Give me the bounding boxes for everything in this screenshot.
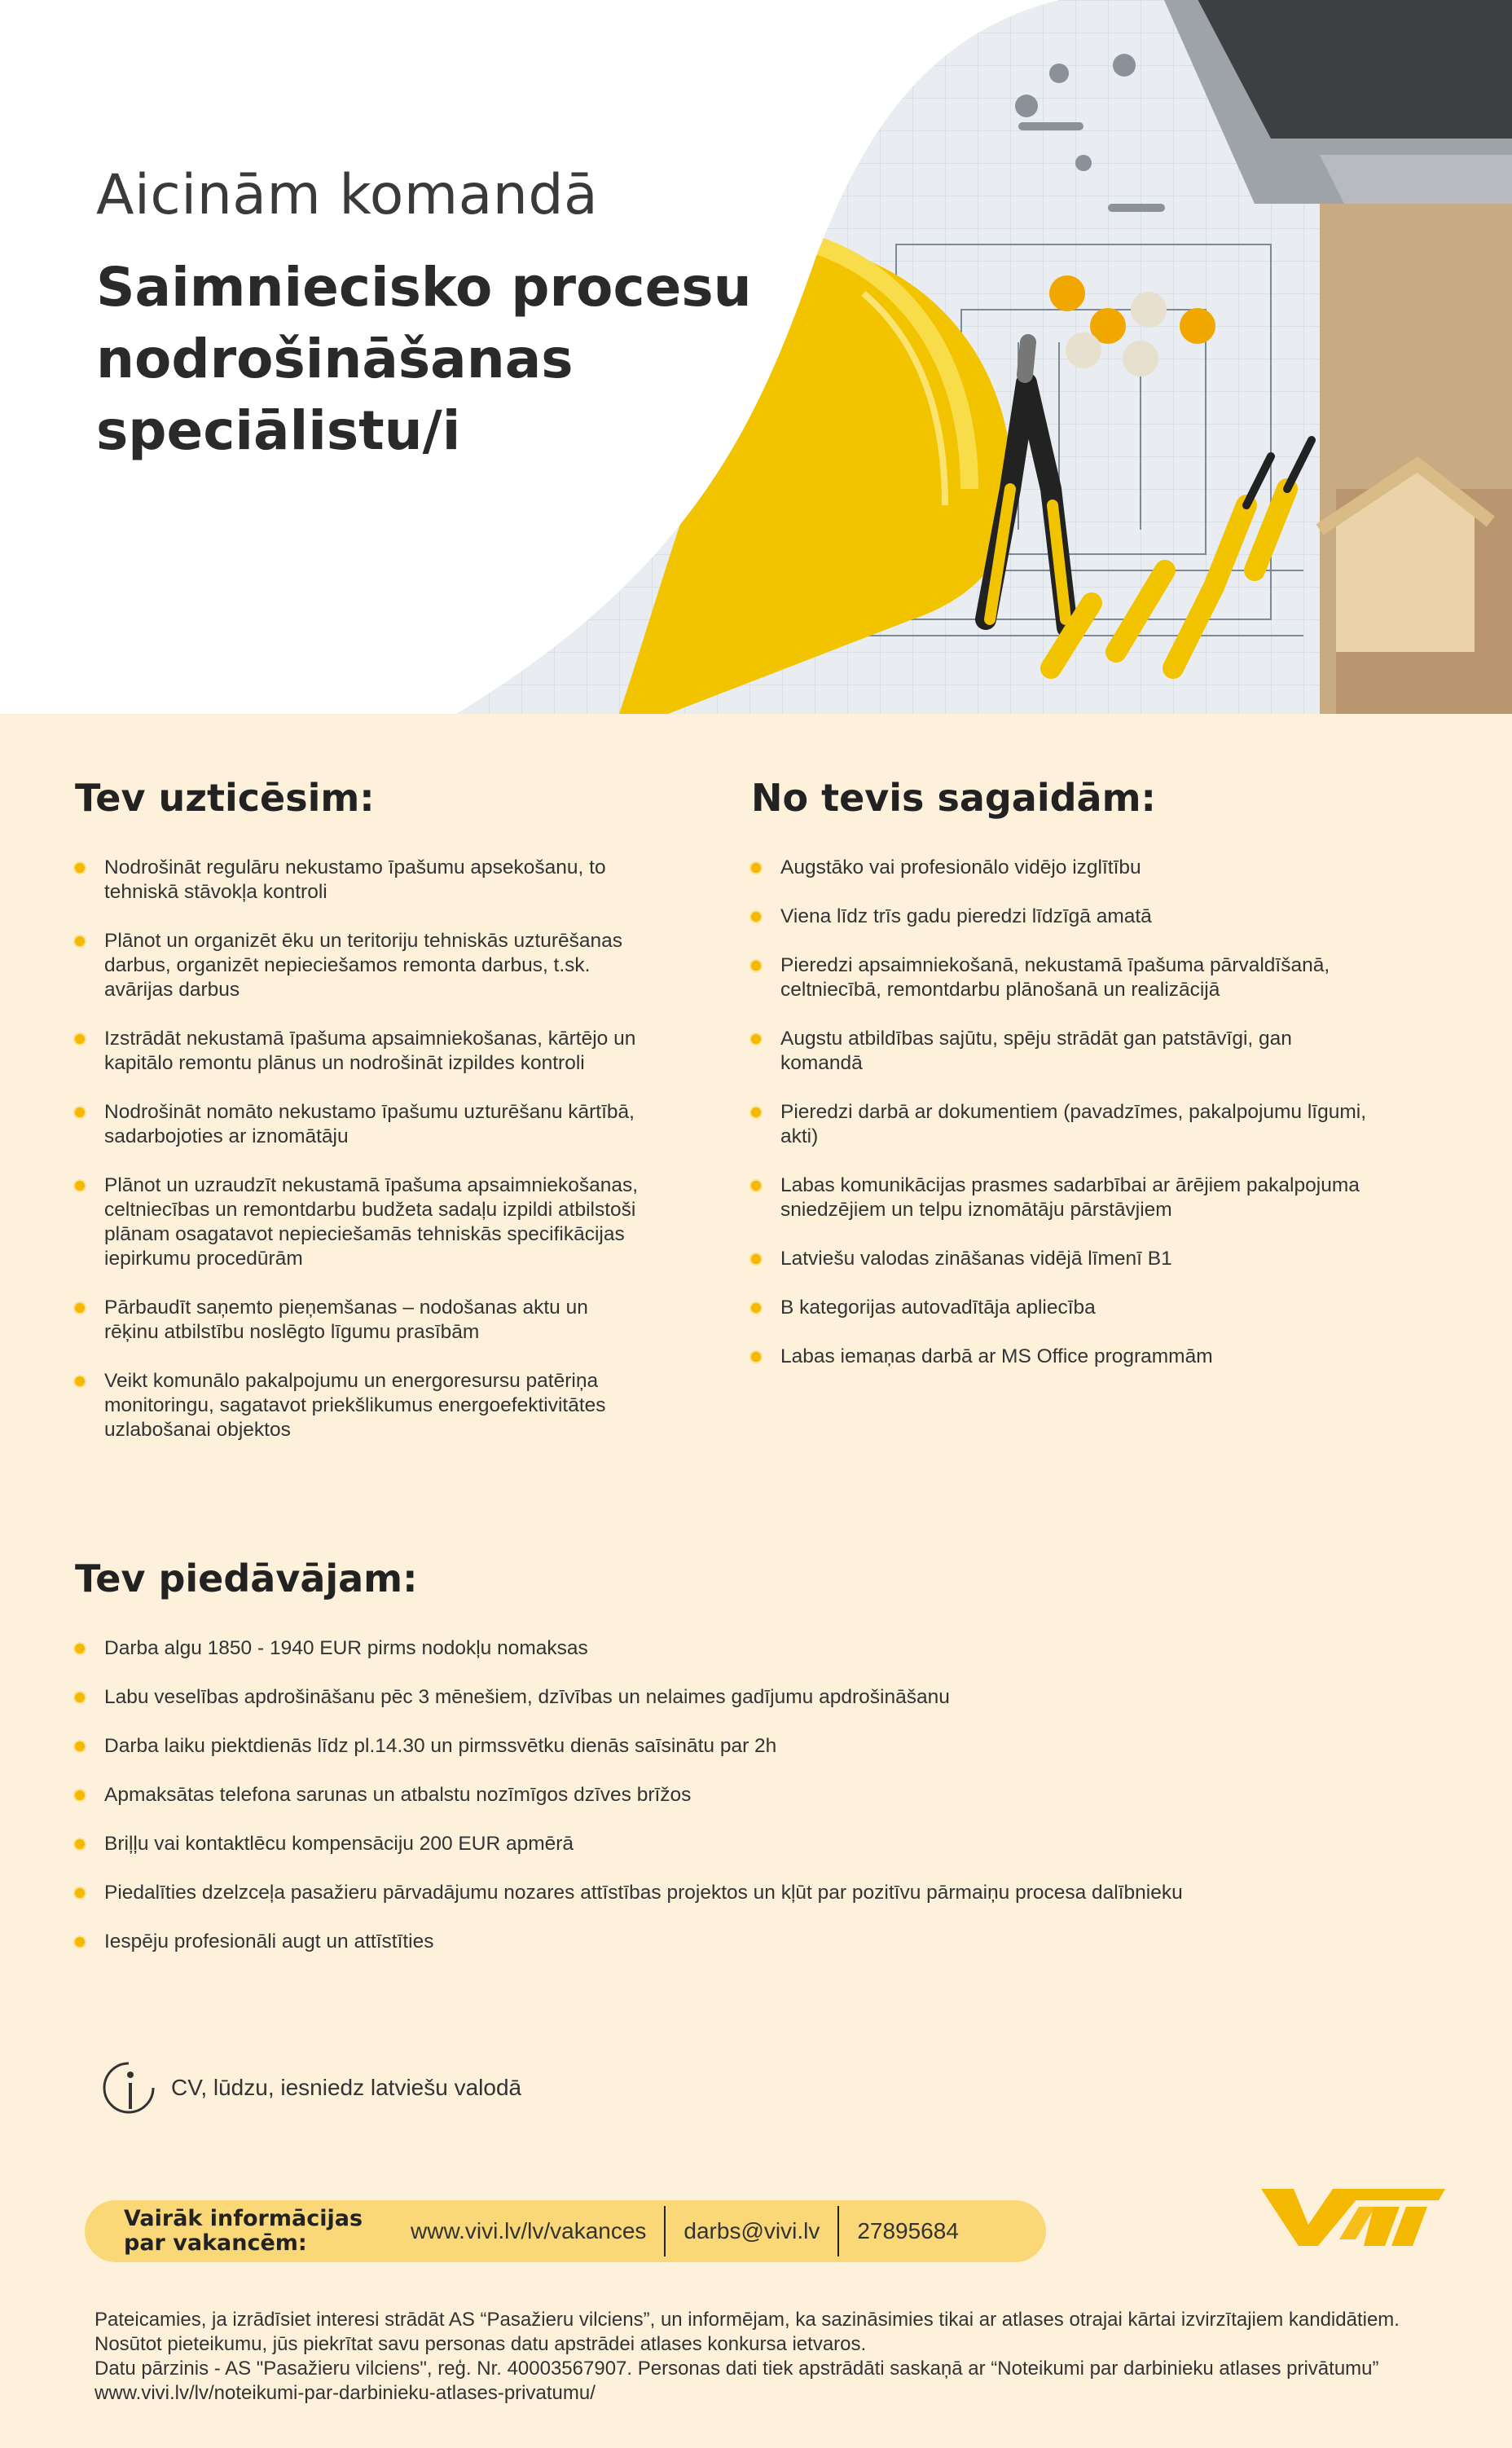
list-item-text: Briļļu vai kontaktlēcu kompensāciju 200 EUR apmērā: [104, 1833, 574, 1855]
bullet-icon: [75, 1839, 85, 1849]
list-item: [751, 856, 1370, 880]
list-item: [75, 1296, 645, 1345]
job-title-line: Saimniecisko procesu: [96, 256, 752, 319]
bullet-icon: [75, 1644, 85, 1653]
list-item-text: Iespēju profesionāli augt un attīstīties: [104, 1931, 434, 1953]
list-item: [751, 953, 1370, 1002]
phone-number[interactable]: 27895684: [857, 2218, 959, 2243]
list-item: [751, 1247, 1370, 1271]
bullet-icon: [75, 1937, 85, 1947]
list-item: [75, 1027, 645, 1076]
hero-intro: Aicinām komandā: [96, 163, 599, 227]
bullet-icon: [75, 1034, 85, 1044]
bullet-icon: [75, 1181, 85, 1191]
list-item-text: Nodrošināt regulāru nekustamo īpašumu apsekošanu, to tehniskā stāvokļa kontroli: [104, 856, 606, 903]
offer-list: [75, 1636, 1378, 1979]
job-title-line: speciālistu/i: [96, 399, 461, 462]
bullet-icon: [75, 1888, 85, 1898]
list-item-text: Augstu atbildības sajūtu, spēju strādāt gan patstāvīgi, gan komandā: [780, 1028, 1292, 1074]
list-item-text: Viena līdz trīs gadu pieredzi līdzīgā amatā: [780, 905, 1152, 927]
responsibilities-title: Tev uzticēsim:: [75, 776, 375, 820]
bullet-icon: [75, 1303, 85, 1313]
list-item: [751, 905, 1370, 929]
list-item-text: Darba laiku piektdienās līdz pl.14.30 un pirmssvētku dienās saīsinātu par 2h: [104, 1735, 777, 1757]
bullet-icon: [75, 1693, 85, 1702]
bullet-icon: [751, 961, 761, 971]
bullet-icon: [751, 1303, 761, 1313]
hero-section: [0, 0, 1512, 714]
bullet-icon: [751, 863, 761, 873]
bullet-icon: [751, 1254, 761, 1264]
list-item-text: Plānot un organizēt ēku un teritoriju tehniskās uzturēšanas darbus, organizēt nepieciešamos remonta darbus, t.sk. avārijas darbus: [104, 930, 623, 1001]
list-item-text: Nodrošināt nomāto nekustamo īpašumu uzturēšanu kārtībā, sadarbojoties ar iznomātāju: [104, 1101, 635, 1147]
list-item-text: Latviešu valodas zināšanas vidējā līmenī B1: [780, 1248, 1172, 1270]
list-item-text: Pieredzi apsaimniekošanā, nekustamā īpašuma pārvaldīšanā, celtniecībā, remontdarbu plānošanā un realizācijā: [780, 954, 1330, 1001]
list-item: [75, 1685, 1378, 1710]
list-item: [75, 1930, 1378, 1954]
bullet-icon: [75, 1107, 85, 1117]
list-item: [75, 1369, 645, 1442]
list-item: [751, 1100, 1370, 1149]
list-item: [751, 1173, 1370, 1222]
vivi-logo: [1261, 2182, 1445, 2249]
bullet-icon: [751, 1181, 761, 1191]
list-item: [75, 929, 645, 1002]
hero-text: [96, 163, 829, 467]
list-item-text: Darba algu 1850 - 1940 EUR pirms nodokļu nomaksas: [104, 1637, 588, 1659]
info-icon: [101, 2060, 156, 2116]
list-item-text: Labas iemaņas darbā ar MS Office programmām: [780, 1345, 1213, 1367]
requirements-list: [751, 856, 1370, 1394]
contact-bar: [85, 2200, 1046, 2262]
list-item-text: Plānot un uzraudzīt nekustamā īpašuma apsaimniekošanas, celtniecības un remontdarbu budžeta sadaļu izpildi atbilstoši plānam osagatavot nepieciešamās tehniskās specifikācijas iepirkumu procedūrām: [104, 1174, 639, 1270]
website-link[interactable]: www.vivi.lv/lv/vakances: [411, 2218, 647, 2243]
footer-disclaimer: Pateicamies, ja izrādīsiet interesi strādāt AS “Pasažieru vilciens”, un informējam, ka sazināsimies tikai ar atlases otrajai kārtai izvirzītajiem kandidātiem. Nosūtot pieteikumu, jūs piekrītat savu personas datu apstrādei atlases konkursa ietvaros.: [94, 2309, 1400, 2355]
footer: [94, 2308, 1431, 2406]
bullet-icon: [75, 863, 85, 873]
responsibilities-list: [75, 856, 645, 1467]
cv-note-text: CV, lūdzu, iesniedz latviešu valodā: [171, 2075, 522, 2100]
list-item-text: Augstāko vai profesionālo vidējo izglītību: [780, 856, 1141, 878]
job-title: [96, 252, 829, 467]
offer-title: Tev piedāvājam:: [75, 1556, 418, 1600]
list-item-text: Pārbaudīt saņemto pieņemšanas – nodošanas aktu un rēķinu atbilstību noslēgto līgumu prasībām: [104, 1297, 588, 1343]
list-item: [75, 1881, 1378, 1905]
list-item-text: Labas komunikācijas prasmes sadarbībai ar ārējiem pakalpojuma sniedzējiem un telpu iznomātāju pārstāvjiem: [780, 1174, 1360, 1221]
footer-privacy: Datu pārzinis - AS "Pasažieru vilciens", reģ. Nr. 40003567907. Personas dati tiek apstrādāti saskaņā ar “Noteikumi par darbinieku atlases privātumu” www.vivi.lv/lv/noteikumi-par-darbinieku-atlases-privatumu/: [94, 2358, 1379, 2404]
contact-label: Vairāk informācijas par vakancēm:: [124, 2206, 363, 2256]
list-item: [751, 1027, 1370, 1076]
list-item-text: Labu veselības apdrošināšanu pēc 3 mēnešiem, dzīvības un nelaimes gadījumu apdrošināšanu: [104, 1686, 950, 1708]
list-item-text: Izstrādāt nekustamā īpašuma apsaimniekošanas, kārtējo un kapitālo remontu plānus un nodrošināt izpildes kontroli: [104, 1028, 636, 1074]
bullet-icon: [751, 1352, 761, 1362]
list-item-text: Veikt komunālo pakalpojumu un energoresursu patēriņa monitoringu, sagatavot priekšlikumus energoefektivitātes uzlabošanai objektos: [104, 1370, 606, 1441]
bullet-icon: [75, 1790, 85, 1800]
requirements-title: No tevis sagaidām:: [751, 776, 1156, 820]
email-link[interactable]: darbs@vivi.lv: [683, 2218, 820, 2243]
bullet-icon: [751, 912, 761, 922]
list-item-text: Apmaksātas telefona sarunas un atbalstu nozīmīgos dzīves brīžos: [104, 1784, 692, 1806]
bullet-icon: [75, 1741, 85, 1751]
list-item: [75, 1173, 645, 1271]
list-item: [75, 1636, 1378, 1661]
list-item-text: B kategorijas autovadītāja apliecība: [780, 1297, 1096, 1319]
list-item: [75, 1832, 1378, 1856]
list-item: [75, 1734, 1378, 1759]
list-item: [75, 1783, 1378, 1807]
bullet-icon: [751, 1107, 761, 1117]
list-item: [751, 1345, 1370, 1369]
job-title-line: nodrošināšanas: [96, 328, 574, 390]
list-item-text: Piedalīties dzelzceļa pasažieru pārvadājumu nozares attīstības projektos un kļūt par pozitīvu pārmaiņu procesa dalībnieku: [104, 1882, 1183, 1904]
list-item: [75, 1100, 645, 1149]
bullet-icon: [751, 1034, 761, 1044]
bullet-icon: [75, 936, 85, 946]
bullet-icon: [75, 1376, 85, 1386]
list-item: [751, 1296, 1370, 1320]
list-item-text: Pieredzi darbā ar dokumentiem (pavadzīmes, pakalpojumu līgumi, akti): [780, 1101, 1367, 1147]
cv-note: [101, 2060, 521, 2116]
list-item: [75, 856, 645, 905]
